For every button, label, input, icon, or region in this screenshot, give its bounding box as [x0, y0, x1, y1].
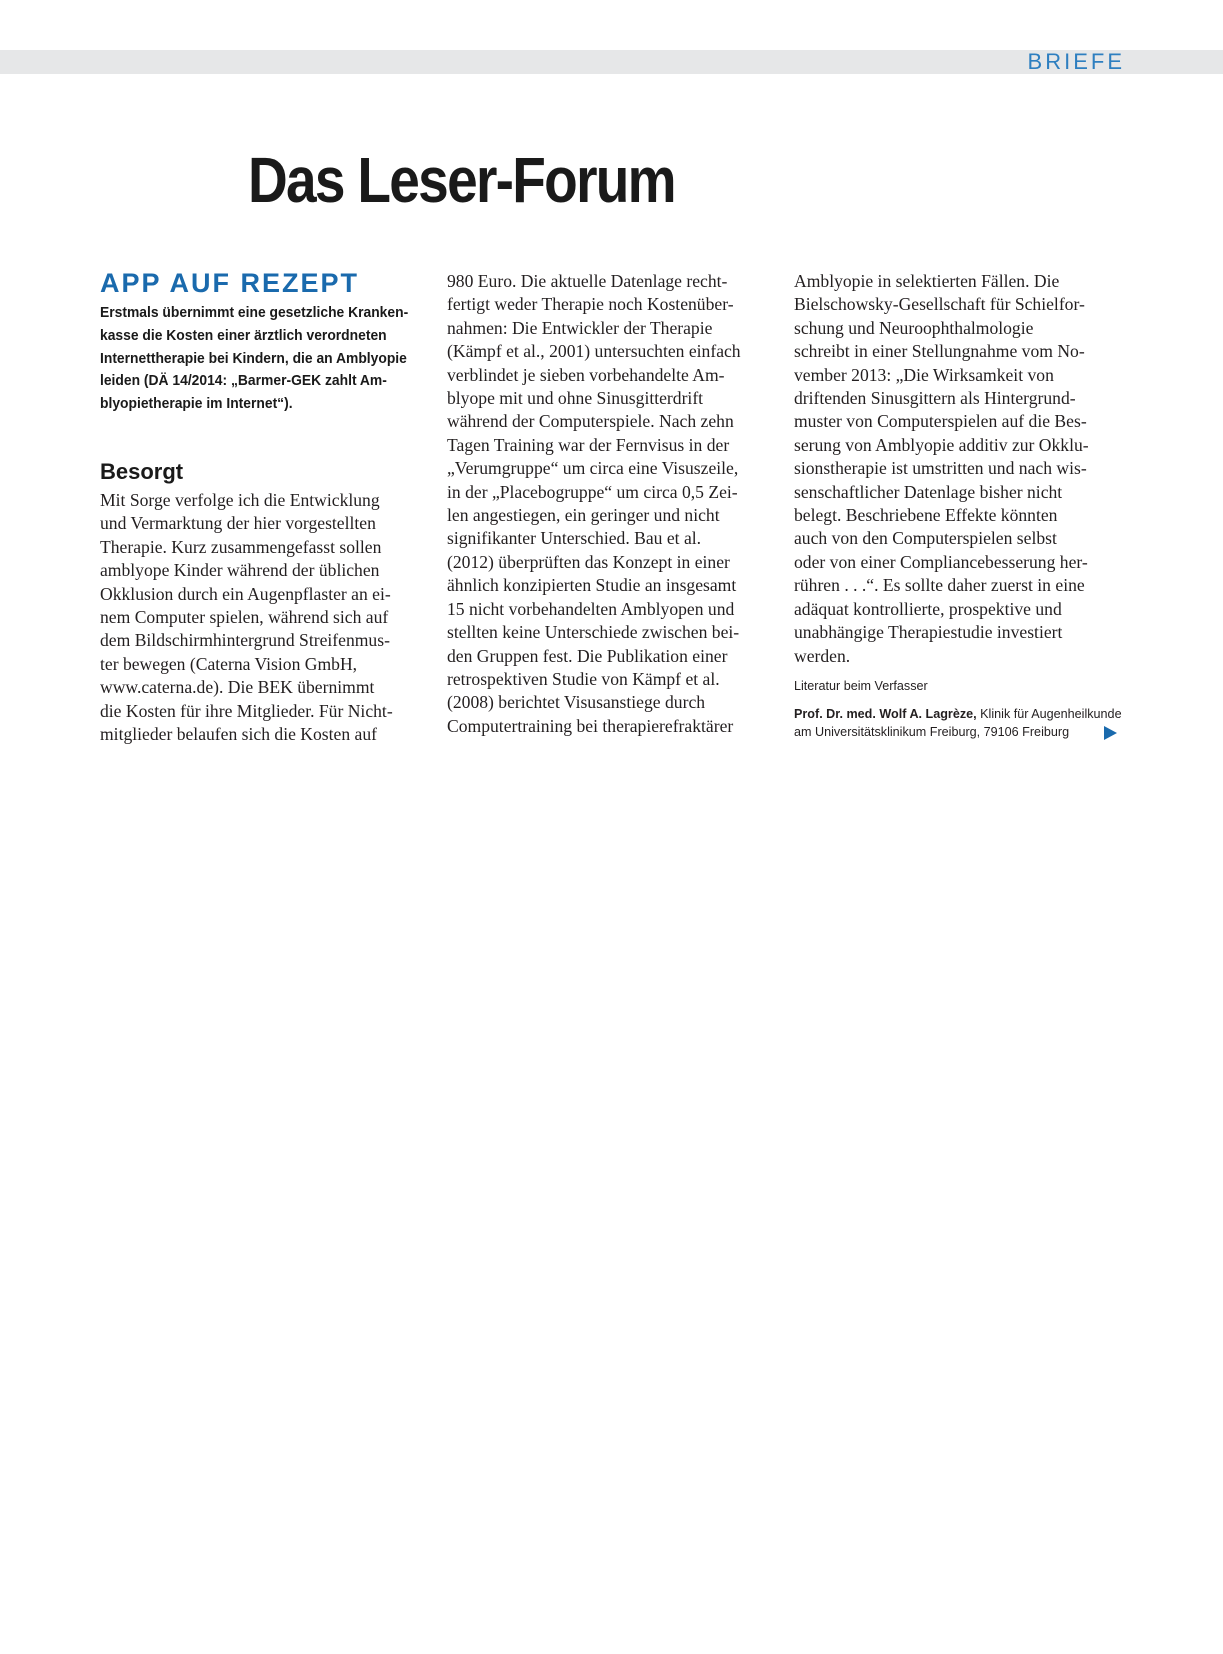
body-line: blyope mit und ohne Sinusgitterdrift	[447, 388, 704, 409]
article-topic: APP AUF REZEPT	[100, 268, 360, 298]
body-line: (2008) berichtet Visusanstiege durch	[447, 692, 706, 713]
page-title: Das Leser-Forum	[248, 144, 675, 216]
body-line: die Kosten für ihre Mitglieder. Für Nicht-	[100, 700, 393, 721]
body-line: Mit Sorge verfolge ich die Entwicklung	[100, 489, 380, 510]
body-line: verblindet je sieben vorbehandelte Am-	[447, 364, 725, 385]
body-line: oder von einer Compliancebesserung her-	[794, 551, 1088, 572]
column-2	[447, 270, 779, 738]
body-line: Therapie. Kurz zusammengefasst sollen	[100, 536, 382, 557]
body-line: 980 Euro. Die aktuelle Datenlage recht-	[447, 271, 728, 291]
triangle-right-icon	[1104, 726, 1117, 740]
body-line: werden.	[794, 645, 851, 666]
body-line: „Verumgruppe“ um circa eine Visuszeile,	[447, 458, 739, 479]
intro-line: kasse die Kosten einer ärztlich verordneten	[100, 327, 387, 344]
body-line: belegt. Beschriebene Effekte könnten	[794, 505, 1058, 526]
body-line: senschaftlicher Datenlage bisher nicht	[794, 481, 1063, 502]
body-line: Computertraining bei therapierefraktärer	[447, 715, 734, 736]
author-signature	[794, 705, 1124, 741]
body-line: während der Computerspiele. Nach zehn	[447, 411, 734, 432]
body-line: serung von Amblyopie additiv zur Okklu-	[794, 434, 1089, 455]
body-line: dem Bildschirmhintergrund Streifenmus-	[100, 630, 390, 651]
body-line: nem Computer spielen, während sich auf	[100, 607, 389, 628]
body-line: Amblyopie in selektierten Fällen. Die	[794, 271, 1060, 291]
intro-line: blyopietherapie im Internet“).	[100, 396, 293, 413]
body-line: sionstherapie ist umstritten und nach wis-	[794, 458, 1087, 479]
author-affiliation-line-2: am Universitätsklinikum Freiburg, 79106 Freiburg	[794, 724, 1070, 739]
body-line: schung und Neuroophthalmologie	[794, 317, 1034, 338]
intro-line: Erstmals übernimmt eine gesetzliche Kranken-	[100, 305, 409, 321]
body-line: www.caterna.de). Die BEK übernimmt	[100, 677, 375, 698]
author-name: Prof. Dr. med. Wolf A. Lagrèze,	[794, 706, 977, 721]
body-line: len angestiegen, ein geringer und nicht	[447, 505, 720, 526]
body-line: signifikanter Unterschied. Bau et al.	[447, 528, 702, 549]
body-line: rühren . . .“. Es sollte daher zuerst in eine	[794, 575, 1085, 596]
body-line: (2012) überprüften das Konzept in einer	[447, 551, 730, 572]
body-line: 15 nicht vorbehandelten Amblyopen und	[447, 598, 735, 619]
body-line: ter bewegen (Caterna Vision GmbH,	[100, 653, 358, 674]
body-line: (Kämpf et al., 2001) untersuchten einfach	[447, 341, 741, 362]
body-line: nahmen: Die Entwickler der Therapie	[447, 317, 713, 338]
letter-body-part-1	[100, 489, 430, 746]
body-line: stellten keine Unterschiede zwischen bei-	[447, 622, 740, 643]
intro-line: leiden (DÄ 14/2014: „Barmer-GEK zahlt Am-	[100, 373, 387, 390]
body-line: Okklusion durch ein Augenpflaster an ei-	[100, 583, 391, 604]
body-line: retrospektiven Studie von Kämpf et al.	[447, 668, 720, 689]
body-line: ähnlich konzipierten Studie an insgesamt	[447, 575, 737, 596]
literature-note: Literatur beim Verfasser	[794, 678, 928, 693]
body-line: Bielschowsky-Gesellschaft für Schielfor-	[794, 294, 1085, 315]
body-line: muster von Computerspielen auf die Bes-	[794, 411, 1087, 432]
body-line: fertigt weder Therapie noch Kostenüber-	[447, 294, 734, 315]
column-1	[100, 268, 430, 746]
article-intro	[100, 302, 414, 416]
body-line: adäquat kontrollierte, prospektive und	[794, 598, 1062, 619]
body-line: schreibt in einer Stellungnahme vom No-	[794, 341, 1085, 362]
body-line: amblyope Kinder während der üblichen	[100, 560, 380, 581]
body-line: driftenden Sinusgittern als Hintergrund-	[794, 388, 1076, 409]
body-line: und Vermarktung der hier vorgestellten	[100, 513, 376, 534]
body-line: unabhängige Therapiestudie investiert	[794, 622, 1063, 643]
body-line: vember 2013: „Die Wirksamkeit von	[794, 364, 1054, 385]
body-line: in der „Placebogruppe“ um circa 0,5 Zei-	[447, 481, 738, 502]
body-line: auch von den Computerspielen selbst	[794, 528, 1057, 549]
intro-line: Internettherapie bei Kindern, die an Amblyopie	[100, 350, 407, 367]
body-line: Tagen Training war der Fernvisus in der	[447, 434, 730, 455]
body-line: den Gruppen fest. Die Publikation einer	[447, 645, 728, 666]
letter-heading: Besorgt	[100, 458, 184, 484]
section-label: BRIEFE	[1027, 49, 1125, 74]
column-3	[794, 270, 1124, 741]
author-affiliation: Klinik für Augenheilkunde	[980, 706, 1122, 721]
body-line: mitglieder belaufen sich die Kosten auf	[100, 724, 378, 745]
